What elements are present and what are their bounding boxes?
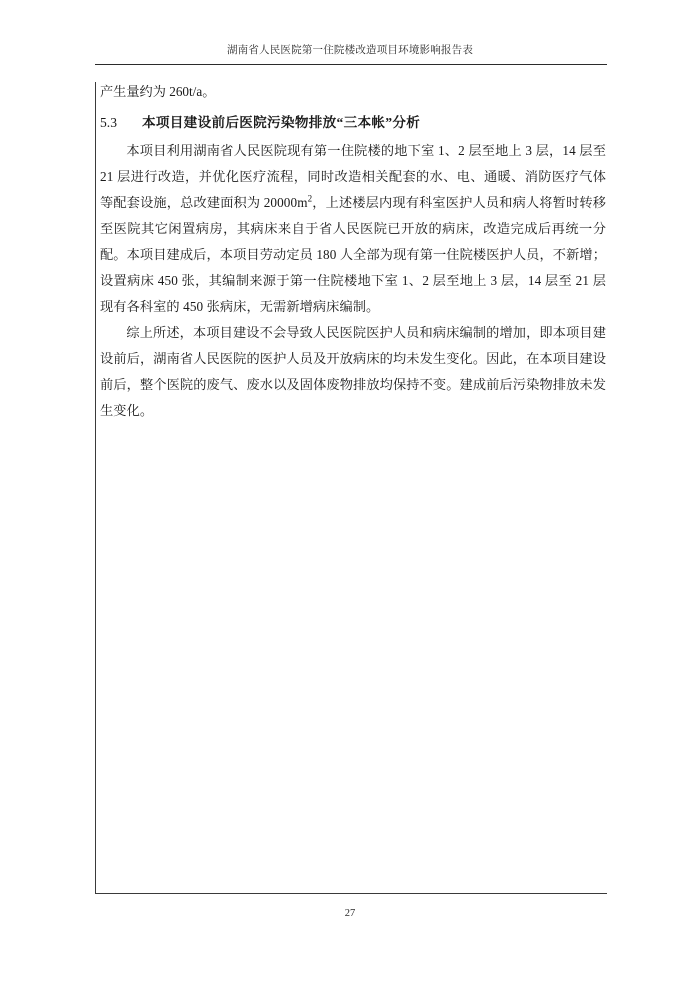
content-frame-right-border	[606, 82, 607, 894]
running-header: 湖南省人民医院第一住院楼改造项目环境影响报告表	[226, 45, 474, 56]
section-heading	[100, 110, 606, 136]
header-divider	[95, 64, 607, 65]
section-number: 5.3	[100, 115, 117, 130]
continued-text-line: 产生量约为 260t/a。	[100, 84, 216, 99]
paragraph-1-text-a: 本项目利用湖南省人民医院现有第一住院楼的地下室 1、2 层至地上 3 层，14 层至 21 层进行改造，并优化医疗流程，同时改造相关配套的水、电、通暖、消防医疗气体等配套设施，总改建面积为 20000m	[100, 143, 606, 210]
paragraph-2: 综上所述，本项目建设不会导致人民医院医护人员和病床编制的增加，即本项目建设前后，湖南省人民医院的医护人员及开放病床的均未发生变化。因此，在本项目建设前后，整个医院的废气、废水以及固体废物排放均保持不变。建成前后污染物排放未发生变化。	[100, 325, 606, 418]
content-frame-left-border	[95, 82, 96, 894]
page-number: 27	[344, 908, 356, 919]
section-title: 本项目建设前后医院污染物排放“三本帐”分析	[142, 115, 421, 130]
paragraph-1	[100, 138, 606, 320]
paragraph-1-text-b: ，上述楼层内现有科室医护人员和病人将暂时转移至医院其它闲置病房，其病床来自于省人民医院已开放的病床，改造完成后再统一分配。本项目建成后，本项目劳动定员 180 人全部为现有第一住院楼医护人员，不新增；设置病床 450 张，其编制来源于第一住院楼地下室 1、2 层至地上 3 层，14 层至 21 层现有各科室的 450 张病床，无需新增病床编制。	[100, 195, 606, 314]
content-frame-bottom-border	[95, 893, 607, 894]
paragraph-1-superscript: 2	[307, 193, 313, 204]
document-body	[100, 80, 606, 424]
